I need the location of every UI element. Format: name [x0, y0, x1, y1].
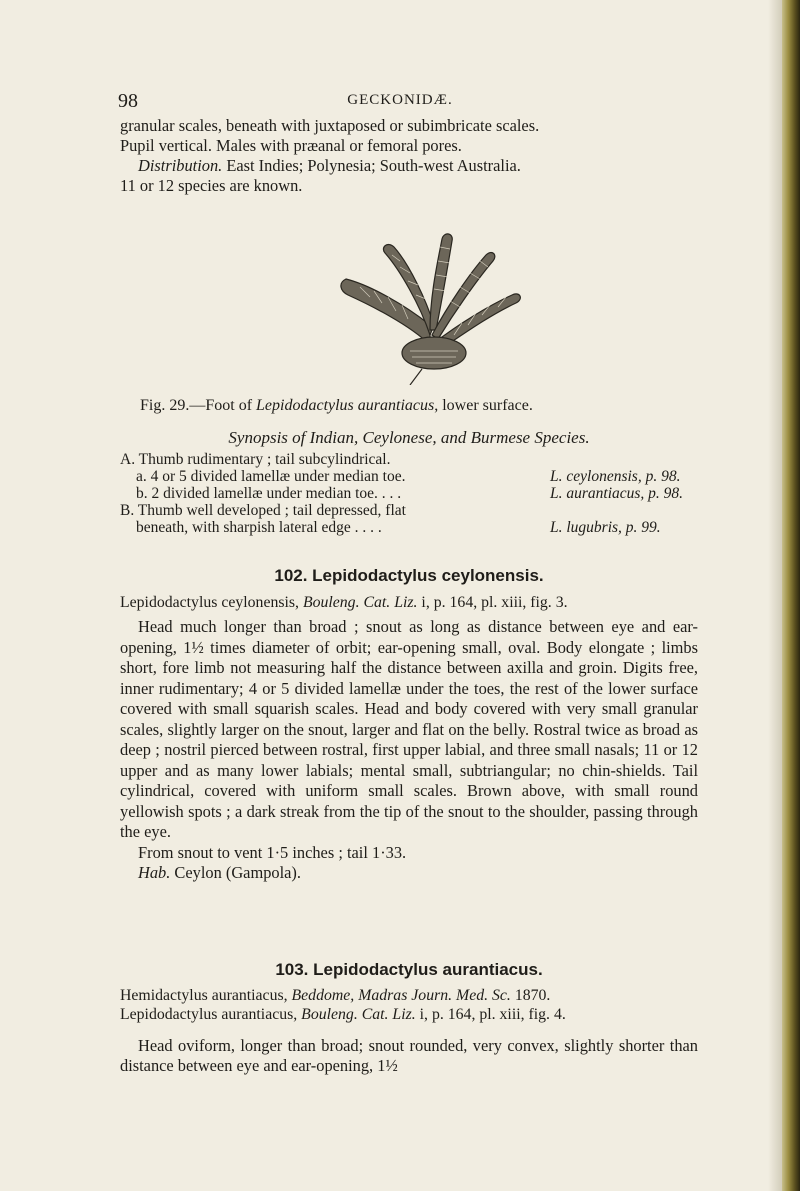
key-row: a. 4 or 5 divided lamellæ under median toe. L. ceylonensis, p. 98.	[136, 468, 681, 485]
key-row: beneath, with sharpish lateral edge . . . . L. lugubris, p. 99.	[136, 519, 661, 536]
species-key	[120, 451, 720, 536]
figure-caption: Fig. 29.—Foot of Lepidodactylus aurantiacus, lower surface.	[140, 397, 533, 414]
intro-line-2: Pupil vertical. Males with præanal or femoral pores.	[120, 136, 462, 155]
distribution-text: East Indies; Polynesia; South-west Australia.	[222, 156, 521, 175]
distribution-line	[120, 156, 698, 176]
intro-line-1: granular scales, beneath with juxtaposed or subimbricate scales.	[120, 116, 540, 135]
heel-pad	[402, 337, 466, 369]
book-spine-edge	[782, 0, 800, 1191]
synopsis-title: Synopsis of Indian, Ceylonese, and Burmese Species.	[228, 428, 590, 447]
description-102: Head much longer than broad ; snout as long as distance between eye and ear-opening, 1½ times diameter of orbit; ear-opening small, oval. Body elongate ; limbs short, fore limb not measuring half the distance between axilla and groin. Digits free, inner rudimentary; 4 or 5 divided lamellæ under the toes, the rest of the lower surface covered with small squarish scales. Head and body covered with very small granular scales, slightly larger on the snout, larger and flat on the belly. Rostral twice as broad as deep ; nostril pierced between rostral, first upper labial, and three small nasals; 11 or 12 upper and as many lower labials; mental small, subtriangular; no chin-shields. Tail cylindrical, covered with uniform small scales. Brown above, with small round yellowish spots ; a dark streak from the tip of the snout to the shoulder, passing through the eye.	[120, 617, 698, 841]
citation-103-b: Lepidodactylus aurantiacus, Bouleng. Cat. Liz. i, p. 164, pl. xiii, fig. 4.	[120, 1006, 566, 1023]
species-heading-102: 102. Lepidodactylus ceylonensis.	[274, 566, 544, 585]
species-description-103	[120, 1036, 698, 1076]
citation-103-a: Hemidactylus aurantiacus, Beddome, Madras Journ. Med. Sc. 1870.	[120, 987, 551, 1004]
species-heading-103: 103. Lepidodactylus aurantiacus.	[275, 960, 543, 979]
habitat-102: Hab. Ceylon (Gampola).	[138, 863, 301, 882]
page-number: 98	[118, 90, 138, 112]
citation-102: Lepidodactylus ceylonensis, Bouleng. Cat. Liz. i, p. 164, pl. xiii, fig. 3.	[120, 594, 568, 611]
key-row: b. 2 divided lamellæ under median toe. . . . L. aurantiacus, p. 98.	[136, 485, 684, 502]
intro-line-4: 11 or 12 species are known.	[120, 176, 303, 195]
measurements-102: From snout to vent 1·5 inches ; tail 1·33.	[138, 842, 407, 862]
tail-stub	[410, 369, 422, 385]
key-row: A. Thumb rudimentary ; tail subcylindrical.	[120, 451, 391, 468]
gutter-shadow	[768, 0, 782, 1191]
species-description-102	[120, 617, 698, 884]
foot-illustration	[330, 225, 530, 385]
intro-paragraph	[120, 116, 698, 196]
distribution-label: Distribution.	[138, 156, 223, 175]
key-row: B. Thumb well developed ; tail depressed, flat	[120, 502, 406, 519]
running-head: GECKONIDÆ.	[347, 92, 453, 108]
description-103: Head oviform, longer than broad; snout rounded, very convex, slightly shorter than distance between eye and ear-opening, 1½	[120, 1036, 698, 1075]
